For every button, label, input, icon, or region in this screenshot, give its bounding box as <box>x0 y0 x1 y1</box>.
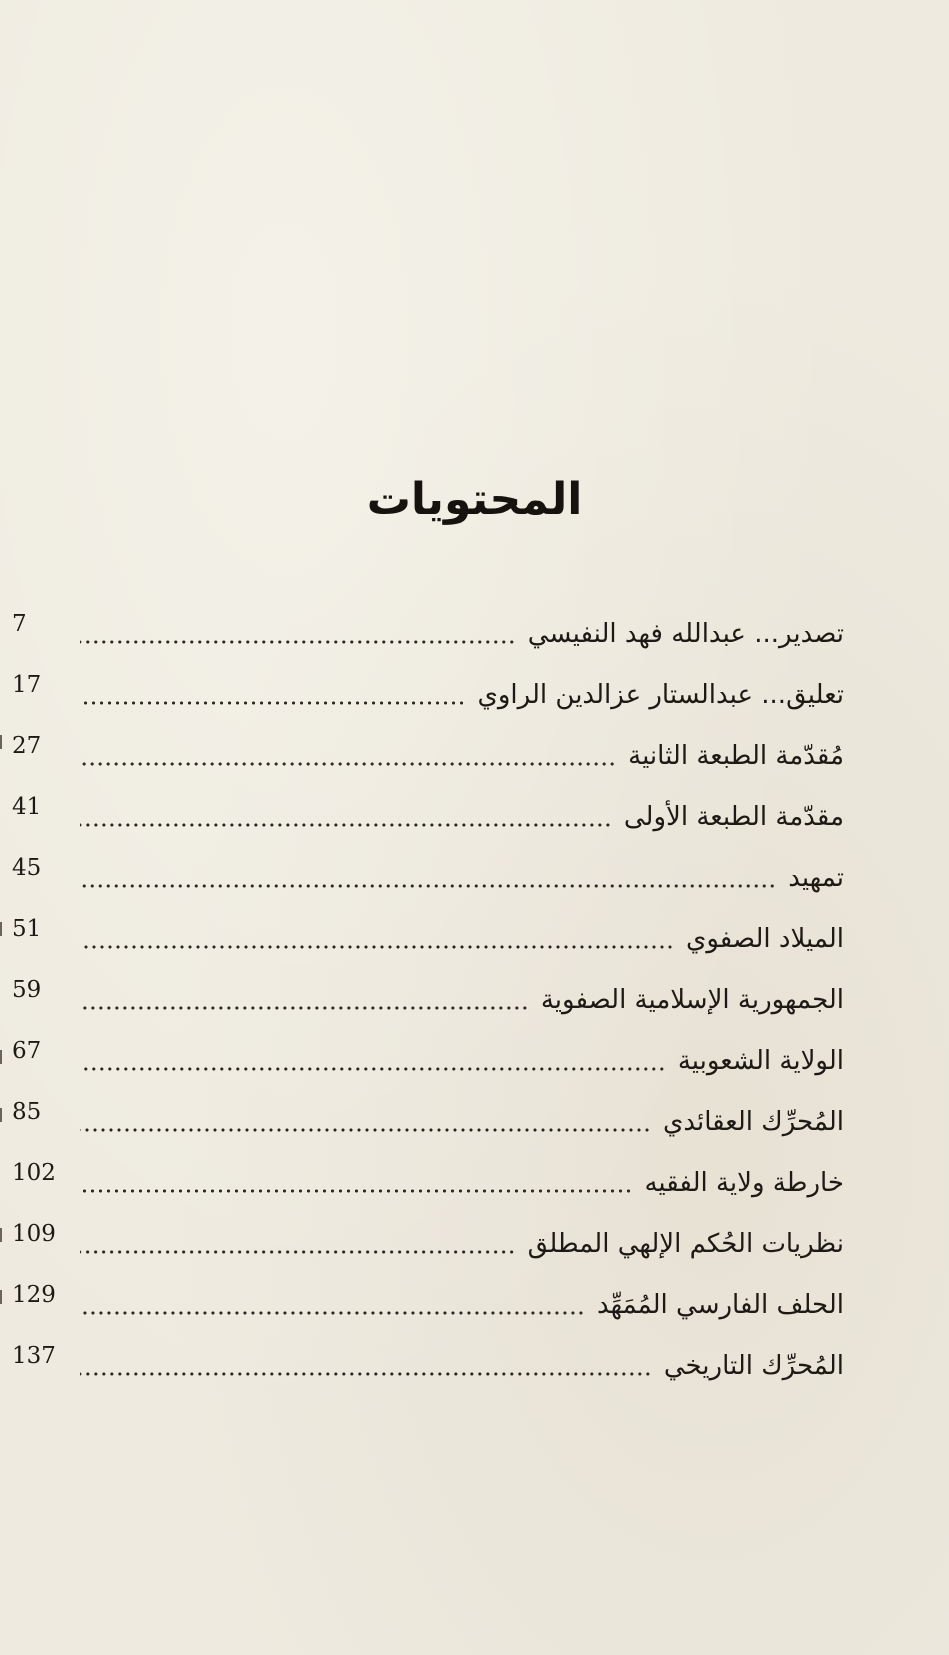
toc-entry-title: نظريات الحُكم الإلهي المطلق <box>527 1228 844 1259</box>
dot-leader <box>80 1310 585 1316</box>
toc-page-number: 7 <box>12 610 27 637</box>
toc-page-number: 67 <box>12 1037 42 1064</box>
toc-entry <box>12 969 844 1030</box>
dot-leader <box>80 822 612 828</box>
toc-entry <box>12 1030 844 1091</box>
toc-page-number: 85 <box>12 1098 42 1125</box>
toc-entry-title: المُحرِّك العقائدي <box>663 1106 844 1137</box>
toc-entry <box>12 1152 844 1213</box>
toc-entry <box>12 664 844 725</box>
dot-leader <box>80 944 674 950</box>
toc-entry-title: مُقدّمة الطبعة الثانية <box>628 740 844 771</box>
toc-entry-title: تصدير... عبدالله فهد النفيسي <box>527 618 844 649</box>
toc-entry-title: المُحرِّك التاريخي <box>663 1350 844 1381</box>
toc-page-number: 51 <box>12 915 42 942</box>
toc-entry <box>12 1213 844 1274</box>
dot-leader <box>80 1188 632 1194</box>
toc-entry-title: خارطة ولاية الفقيه <box>644 1167 844 1198</box>
dot-leader <box>80 639 516 645</box>
toc-page-number: 41 <box>12 793 42 820</box>
toc-entry <box>12 725 844 786</box>
page-edge-mark <box>0 1228 2 1242</box>
toc-page-number: 45 <box>12 854 42 881</box>
page-edge-mark <box>0 922 2 936</box>
toc-page-number: 109 <box>12 1220 56 1247</box>
toc-page-number: 59 <box>12 976 42 1003</box>
toc-entry <box>12 603 844 664</box>
toc-entry <box>12 847 844 908</box>
dot-leader <box>80 1066 666 1072</box>
toc-page-number: 137 <box>12 1342 56 1369</box>
toc-entry-title: تمهيد <box>788 862 844 893</box>
toc-page-number: 17 <box>12 671 42 698</box>
toc-entry-title: الجمهورية الإسلامية الصفوية <box>540 984 844 1015</box>
dot-leader <box>80 1249 516 1255</box>
page-edge-mark <box>0 735 2 749</box>
dot-leader <box>80 1005 529 1011</box>
toc-entry <box>12 786 844 847</box>
dot-leader <box>80 1127 651 1133</box>
dot-leader <box>80 1371 652 1377</box>
toc-page-number: 129 <box>12 1281 56 1308</box>
page-edge-mark <box>0 1050 2 1064</box>
toc-entry <box>12 1335 844 1396</box>
table-of-contents <box>12 603 844 1396</box>
toc-entry <box>12 908 844 969</box>
toc-entry-title: تعليق... عبدالستار عزالدين الراوي <box>477 679 844 710</box>
toc-entry <box>12 1091 844 1152</box>
toc-entry-title: الحلف الفارسي المُمَهِّد <box>596 1289 844 1320</box>
toc-entry-title: مقدّمة الطبعة الأولى <box>623 801 844 832</box>
page-edge-mark <box>0 1290 2 1304</box>
dot-leader <box>80 761 616 767</box>
toc-entry-title: الولاية الشعوبية <box>677 1045 844 1076</box>
page-title: المحتويات <box>366 474 583 525</box>
toc-entry-title: الميلاد الصفوي <box>685 923 844 954</box>
dot-leader <box>80 883 776 889</box>
page-edge-mark <box>0 1108 2 1122</box>
dot-leader <box>80 700 466 706</box>
toc-entry <box>12 1274 844 1335</box>
toc-page-number: 27 <box>12 732 42 759</box>
toc-page-number: 102 <box>12 1159 56 1186</box>
